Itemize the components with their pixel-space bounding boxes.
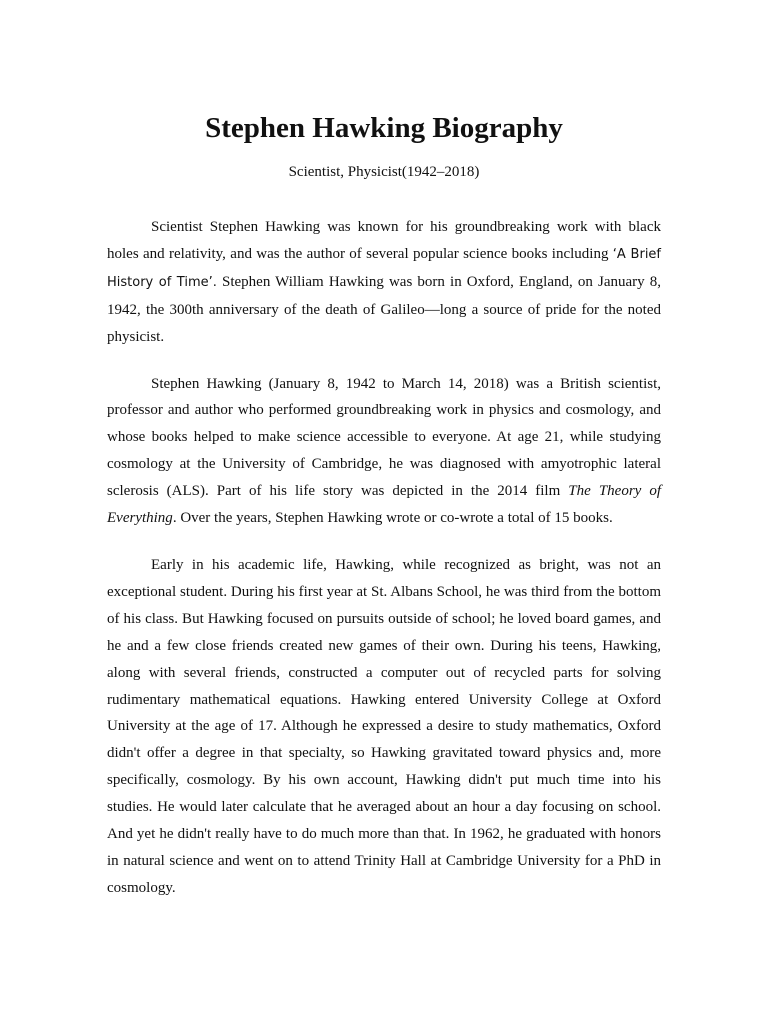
paragraph-3: Early in his academic life, Hawking, while recognized as bright, was not an exceptional student. During his first year at St. Albans School, he was third from the bottom of his class. But Hawking focused on pursuits outside of school; he loved board games, and he and a few close friends created new games of their own. During his teens, Hawking, along with several friends, constructed a computer out of recycled parts for solving rudimentary mathematical equations. Hawking entered University College at Oxford University at the age of 17. Although he expressed a desire to study mathematics, Oxford didn't offer a degree in that specialty, so Hawking gravitated toward physics and, more specifically, cosmology. By his own account, Hawking didn't put much time into his studies. He would later calculate that he averaged about an hour a day focusing on school. And yet he didn't really have to do much more than that. In 1962, he graduated with honors in natural science and went on to attend Trinity Hall at Cambridge University for a PhD in cosmology. (107, 556, 661, 896)
page-title: Stephen Hawking Biography (205, 112, 563, 144)
paragraph-1 (107, 214, 661, 351)
film-title: The Theory of Everything (107, 483, 662, 527)
paragraph-1-text-a: Scientist Stephen Hawking was known for his groundbreaking work with black holes and relativity, and was the author of several popular science books including (107, 219, 661, 262)
paragraph-2-text-b: . Over the years, Stephen Hawking wrote or co-wrote a total of 15 books. (172, 510, 613, 527)
document-body (107, 214, 661, 922)
paragraph-2 (107, 371, 661, 532)
book-title: ‘A Brief History of Time’. (107, 246, 662, 290)
paragraph-2-text-a: Stephen Hawking (January 8, 1942 to March 14, 2018) was a British scientist, professor and author who performed groundbreaking work in physics and cosmology, and whose books helped to make science accessible to everyone. At age 21, while studying cosmology at the University of Cambridge, he was diagnosed with amyotrophic lateral sclerosis (ALS). Part of his life story was depicted in the 2014 film (107, 375, 661, 500)
paragraph-1-text-b: Stephen William Hawking was born in Oxford, England, on January 8, 1942, the 300th anniversary of the death of Galileo—long a source of pride for the noted physicist. (107, 273, 662, 345)
page-subtitle: Scientist, Physicist(1942–2018) (288, 164, 480, 180)
